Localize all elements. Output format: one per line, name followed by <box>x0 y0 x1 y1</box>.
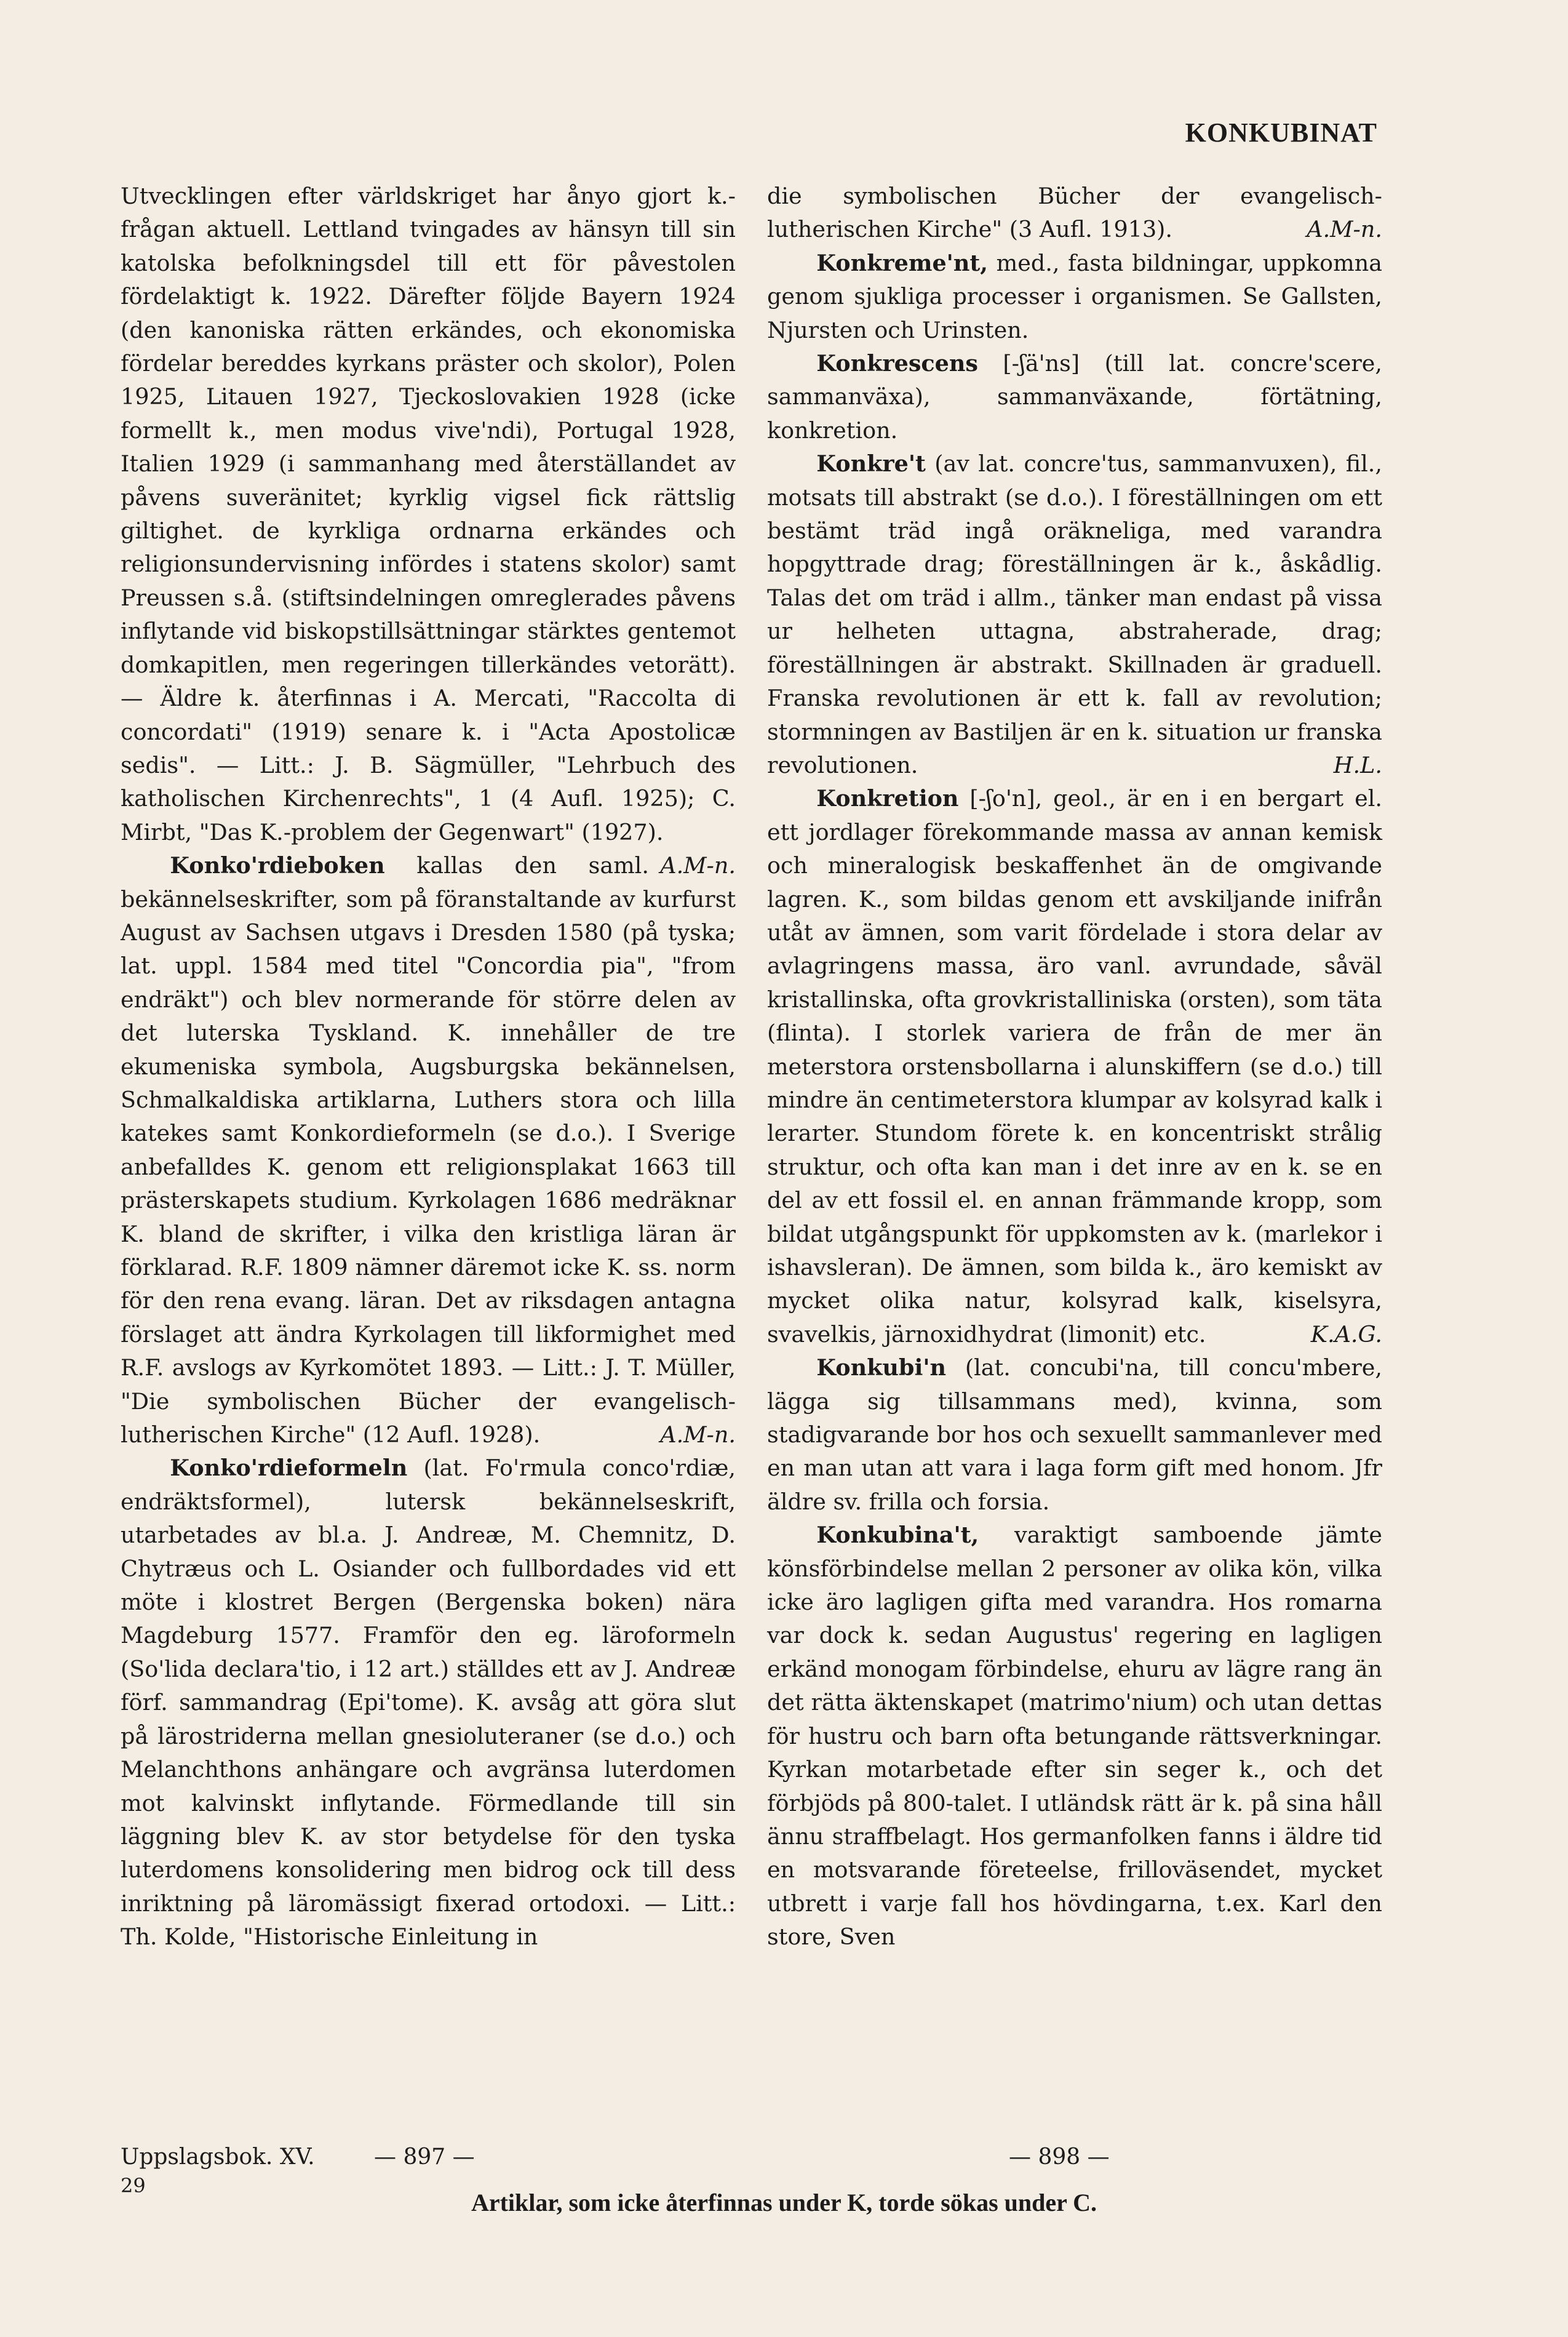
author-signature: A.M-n. <box>660 852 736 879</box>
headword: Konko'rdieformeln <box>170 1455 408 1482</box>
page-number-right: — 898 — <box>1009 2144 1110 2170</box>
author-signature: A.M-n. <box>660 1421 736 1448</box>
article-entry: Konkubi'n (lat. concubi'na, till concu'mbere, lägga sig tillsammans med), kvinna, som stadigvarande bor hos och sexuellt sammanlever med en man utan att vara i laga form gift med honom. Jfr äldre sv. frilla och forsia. <box>767 1354 1382 1515</box>
page-number-left: — 897 — <box>374 2144 475 2170</box>
headword: Konkubina't, <box>816 1522 979 1549</box>
article-paragraph: Utvecklingen efter världskriget har ånyo gjort k.-frågan aktuell. Lettland tvingades av hänsyn till sin katolska befolkningsdel till ett för påvestolen fördelaktigt k. 1922. Därefter följde Bayern 1924 (den kanoniska rätten erkändes, och ekonomiska fördelar bereddes kyrkans präster och skolor), Polen 1925, Litauen 1927, Tjeckoslovakien 1928 (icke formellt k., men modus vive'ndi), Portugal 1928, Italien 1929 (i sammanhang med återställandet av påvens suveränitet; kyrklig vigsel fick rättslig giltighet. de kyrkliga ordnarna erkändes och religionsundervisning infördes i statens skolor) samt Preussen s.å. (stiftsindelningen omreglerades påvens inflytande vid biskopstillsättningar stärktes gentemot domkapitlen, men regeringen tillerkändes vetorätt). — Äldre k. återfinnas i A. Mercati, "Raccolta di concordati" (1919) senare k. i "Acta Apostolicæ sedis". — Litt.: J. B. Sägmüller, "Lehrbuch des katholischen Kirchenrechts", 1 (4 Aufl. 1925); C. Mirbt, "Das K.-problem der Gegenwart" (1927). A.M-n. <box>121 180 736 849</box>
article-entry: Konkrescens [-ʃä'ns] (till lat. concre'scere, sammanväxa), sammanväxande, förtätning, konkretion. <box>767 350 1382 444</box>
article-entry: Konko'rdieboken kallas den saml. bekännelseskrifter, som på föranstaltande av kurfurst August av Sachsen utgavs i Dresden 1580 (på tyska; lat. uppl. 1584 med titel "Concordia pia", "from endräkt") och blev normerande för större delen av det luterska Tyskland. K. innehåller de tre ekumeniska symbola, Augsburgska bekännelsen, Schmalkaldiska artiklarna, Luthers stora och lilla katekes samt Konkordieformeln (se d.o.). I Sverige anbefalldes K. genom ett religionsplakat 1663 till prästerskapets studium. Kyrkolagen 1686 medräknar K. bland de skrifter, i vilka den kristliga läran är förklarad. R.F. 1809 nämner däremot icke K. ss. norm för den rena evang. läran. Det av riksdagen antagna förslaget att ändra Kyrkolagen till likformighet med R.F. avslogs av Kyrkomötet 1893. — Litt.: J. T. Müller, "Die symbolischen Bücher der evangelisch-lutherischen Kirche" (12 Aufl. 1928). A.M-n. <box>121 849 736 1452</box>
signature-mark: 29 <box>121 2174 146 2197</box>
headword: Konkretion <box>816 785 959 812</box>
author-signature: A.M-n. <box>1307 216 1382 243</box>
article-entry: Konko'rdieformeln (lat. Fo'rmula conco'rdiæ, endräktsformel), lutersk bekännelseskrift, utarbetades av bl.a. J. Andreæ, M. Chemnitz, D. Chytræus och L. Osiander och fullbordades vid ett möte i klostret Bergen (Bergenska boken) nära Magdeburg 1577. Framför den eg. läroformeln (So'lida declara'tio, i 12 art.) ställdes ett av J. Andreæ förf. sammandrag (Epi'tome). K. avsåg att göra slut på lärostriderna mellan gnesioluteraner (se d.o.) och Melanchthons anhängare och avgränsa luterdomen mot kalvinskt inflytande. Förmedlande till sin läggning blev K. av stor betydelse för den tyska luterdomens konsolidering men bidrog ock till dess inriktning på läromässigt fixerad ortodoxi. — Litt.: Th. Kolde, "Historische Einleitung in <box>121 1455 736 1951</box>
article-entry: Konkre't (av lat. concre'tus, sammanvuxen), fil., motsats till abstrakt (se d.o.). I föreställningen om ett bestämt träd ingå oräkneliga, med varandra hopgyttrade drag; föreställningen är k., åskådlig. Talas det om träd i allm., tänker man endast på vissa ur helheten uttagna, abstraherade, drag; föreställningen är abstrakt. Skillnaden är graduell. Franska revolutionen är ett k. fall av revolution; stormningen av Bastiljen är en k. situation ur franska revolutionen. H.L. <box>767 447 1382 782</box>
book-title: Uppslagsbok. XV. <box>121 2144 315 2170</box>
footer-note: Artiklar, som icke återfinnas under K, torde sökas under C. <box>471 2189 1097 2216</box>
headword: Konkrescens <box>816 350 978 377</box>
left-column <box>121 180 736 1954</box>
headword: Konkreme'nt, <box>816 249 988 276</box>
author-signature: H.L. <box>1333 751 1382 778</box>
headword: Konkubi'n <box>816 1354 947 1381</box>
headword: Konko'rdieboken <box>170 852 385 879</box>
article-entry: Konkretion [-ʃo'n], geol., är en i en bergart el. ett jordlager förekommande massa av annan kemisk och mineralogisk beskaffenhet än de omgivande lagren. K., som bildas genom ett avskiljande inifrån utåt av ämnen, som varit fördelade i stora delar av avlagringens massa, äro vanl. avrundade, såväl kristallinska, ofta grovkristalliniska (orsten), som täta (flinta). I storlek variera de från de mer än meterstora orstensbollarna i alunskiffern (se d.o.) till mindre än centimeterstora klumpar av kolsyrad kalk i lerarter. Stundom förete k. en koncentriskt strålig struktur, och ofta kan man i det inre av en k. se en del av ett fossil el. en annan främmande kropp, som bildat utgångspunkt för uppkomsten av k. (marlekor i ishavsleran). De ämnen, som bilda k., äro kemiskt av mycket olika natur, kolsyrad kalk, kiselsyra, svavelkis, järnoxidhydrat (limonit) etc. K.A.G. <box>767 782 1382 1351</box>
headword: Konkre't <box>816 450 926 477</box>
author-signature: K.A.G. <box>1310 1320 1382 1348</box>
article-entry: Konkubina't, varaktigt samboende jämte könsförbindelse mellan 2 personer av olika kön, vilka icke äro lagligen gifta med varandra. Hos romarna var dock k. sedan Augustus' regering en lagligen erkänd monogam förbindelse, ehuru av lägre rang än det rätta äktenskapet (matrimo'nium) och utan dettas för hustru och barn ofta betungande rättsverkningar. Kyrkan motarbetade efter sin seger k., och det förbjöds på 800-talet. I utländsk rätt är k. på sina håll ännu straffbelagt. Hos germanfolken fanns i äldre tid en motsvarande företeelse, frilloväsendet, mycket utbrett i varje fall hos hövdingarna, t.ex. Karl den store, Sven <box>767 1522 1382 1951</box>
right-column <box>767 180 1382 1954</box>
running-header: KONKUBINAT <box>1185 118 1377 148</box>
article-entry: Konkreme'nt, med., fasta bildningar, uppkomna genom sjukliga processer i organismen. Se Gallsten, Njursten och Urinsten. <box>767 249 1382 343</box>
article-paragraph: die symbolischen Bücher der evangelisch-lutherischen Kirche" (3 Aufl. 1913). A.M-n. <box>767 180 1382 247</box>
